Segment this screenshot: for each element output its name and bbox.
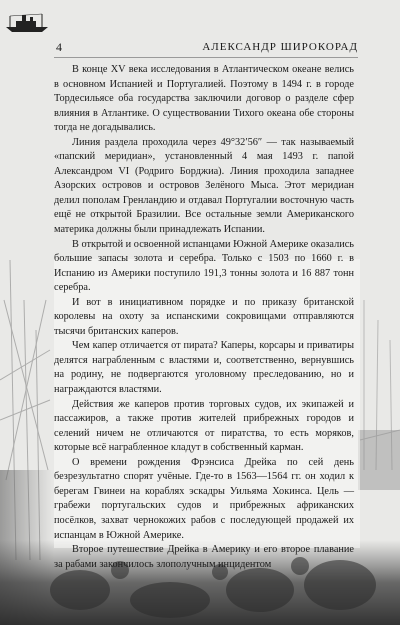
body-text bbox=[54, 63, 354, 572]
paragraph: И вот в инициативном порядке и по приказу британской королевы на охоту за испанскими сокровищами отправляются тысячи британских каперов. bbox=[54, 296, 354, 337]
paragraph: В конце XV века исследования в Атлантическом океане велись в основном Испанией и Португалией. Поэтому в 1494 г. в городе Тордесильясе оба государства заключили договор о разделе сфер влияния в Атлантике. О существовании Тихого океана обе стороны тогда не догадывались. bbox=[54, 64, 354, 134]
paragraph: В открытой и освоенной испанцами Южной Америке оказались большие запасы золота и серебра. Только с 1503 по 1660 г. в Испанию из Америки поступило 191,3 тонны золота и 16 887 тонн серебра. bbox=[54, 238, 354, 294]
page-number: 4 bbox=[56, 40, 62, 54]
paragraph: Линия раздела проходила через 49°32′56″ — так называемый «папский меридиан», установленный 4 мая 1493 г. папой Александром VI (Родриго Борджиа). Линия проходила западнее Азорских островов и островов Зелёного Мыса. Этот меридиан делил пополам Гренландию и отдавал Португалии восточную часть ещё не открытой Бразилии. Все остальные земли Американского материка должны были принадлежать Испании. bbox=[54, 136, 354, 236]
paragraph: Чем капер отличается от пирата? Каперы, корсары и приватиры делятся награбленным с властями и, соответственно, вернувшись на родину, не подвергаются уголовному преследованию, но и награждаются властями. bbox=[54, 340, 354, 396]
ship-icon bbox=[4, 10, 50, 34]
running-title: АЛЕКСАНДР ШИРОКОРАД bbox=[202, 41, 358, 53]
paragraph: Действия же каперов против торговых судов, их экипажей и пассажиров, а также против жителей прибрежных городов и селений ничем не отличаются от пиратства, то есть моряков, которые всё награбленное кладут в собственный карман. bbox=[54, 398, 354, 454]
page-header bbox=[54, 37, 358, 58]
paragraph: О времени рождения Фрэнсиса Дрейка по сей день безрезультатно спорят учёные. Где-то в 1563—1564 гг. он ходил к берегам Гвинеи на кораблях эскадры Уильяма Хокинса. Цель — грабежи португальских судов и прибрежных африканских посёлков, захват чернокожих рабов с последующей продажей их испанцам в Южной Америке. bbox=[54, 456, 354, 541]
paragraph: Второе путешествие Дрейка в Америку и его второе плавание за рабами закончилось злополучным инцидентом bbox=[54, 544, 354, 570]
